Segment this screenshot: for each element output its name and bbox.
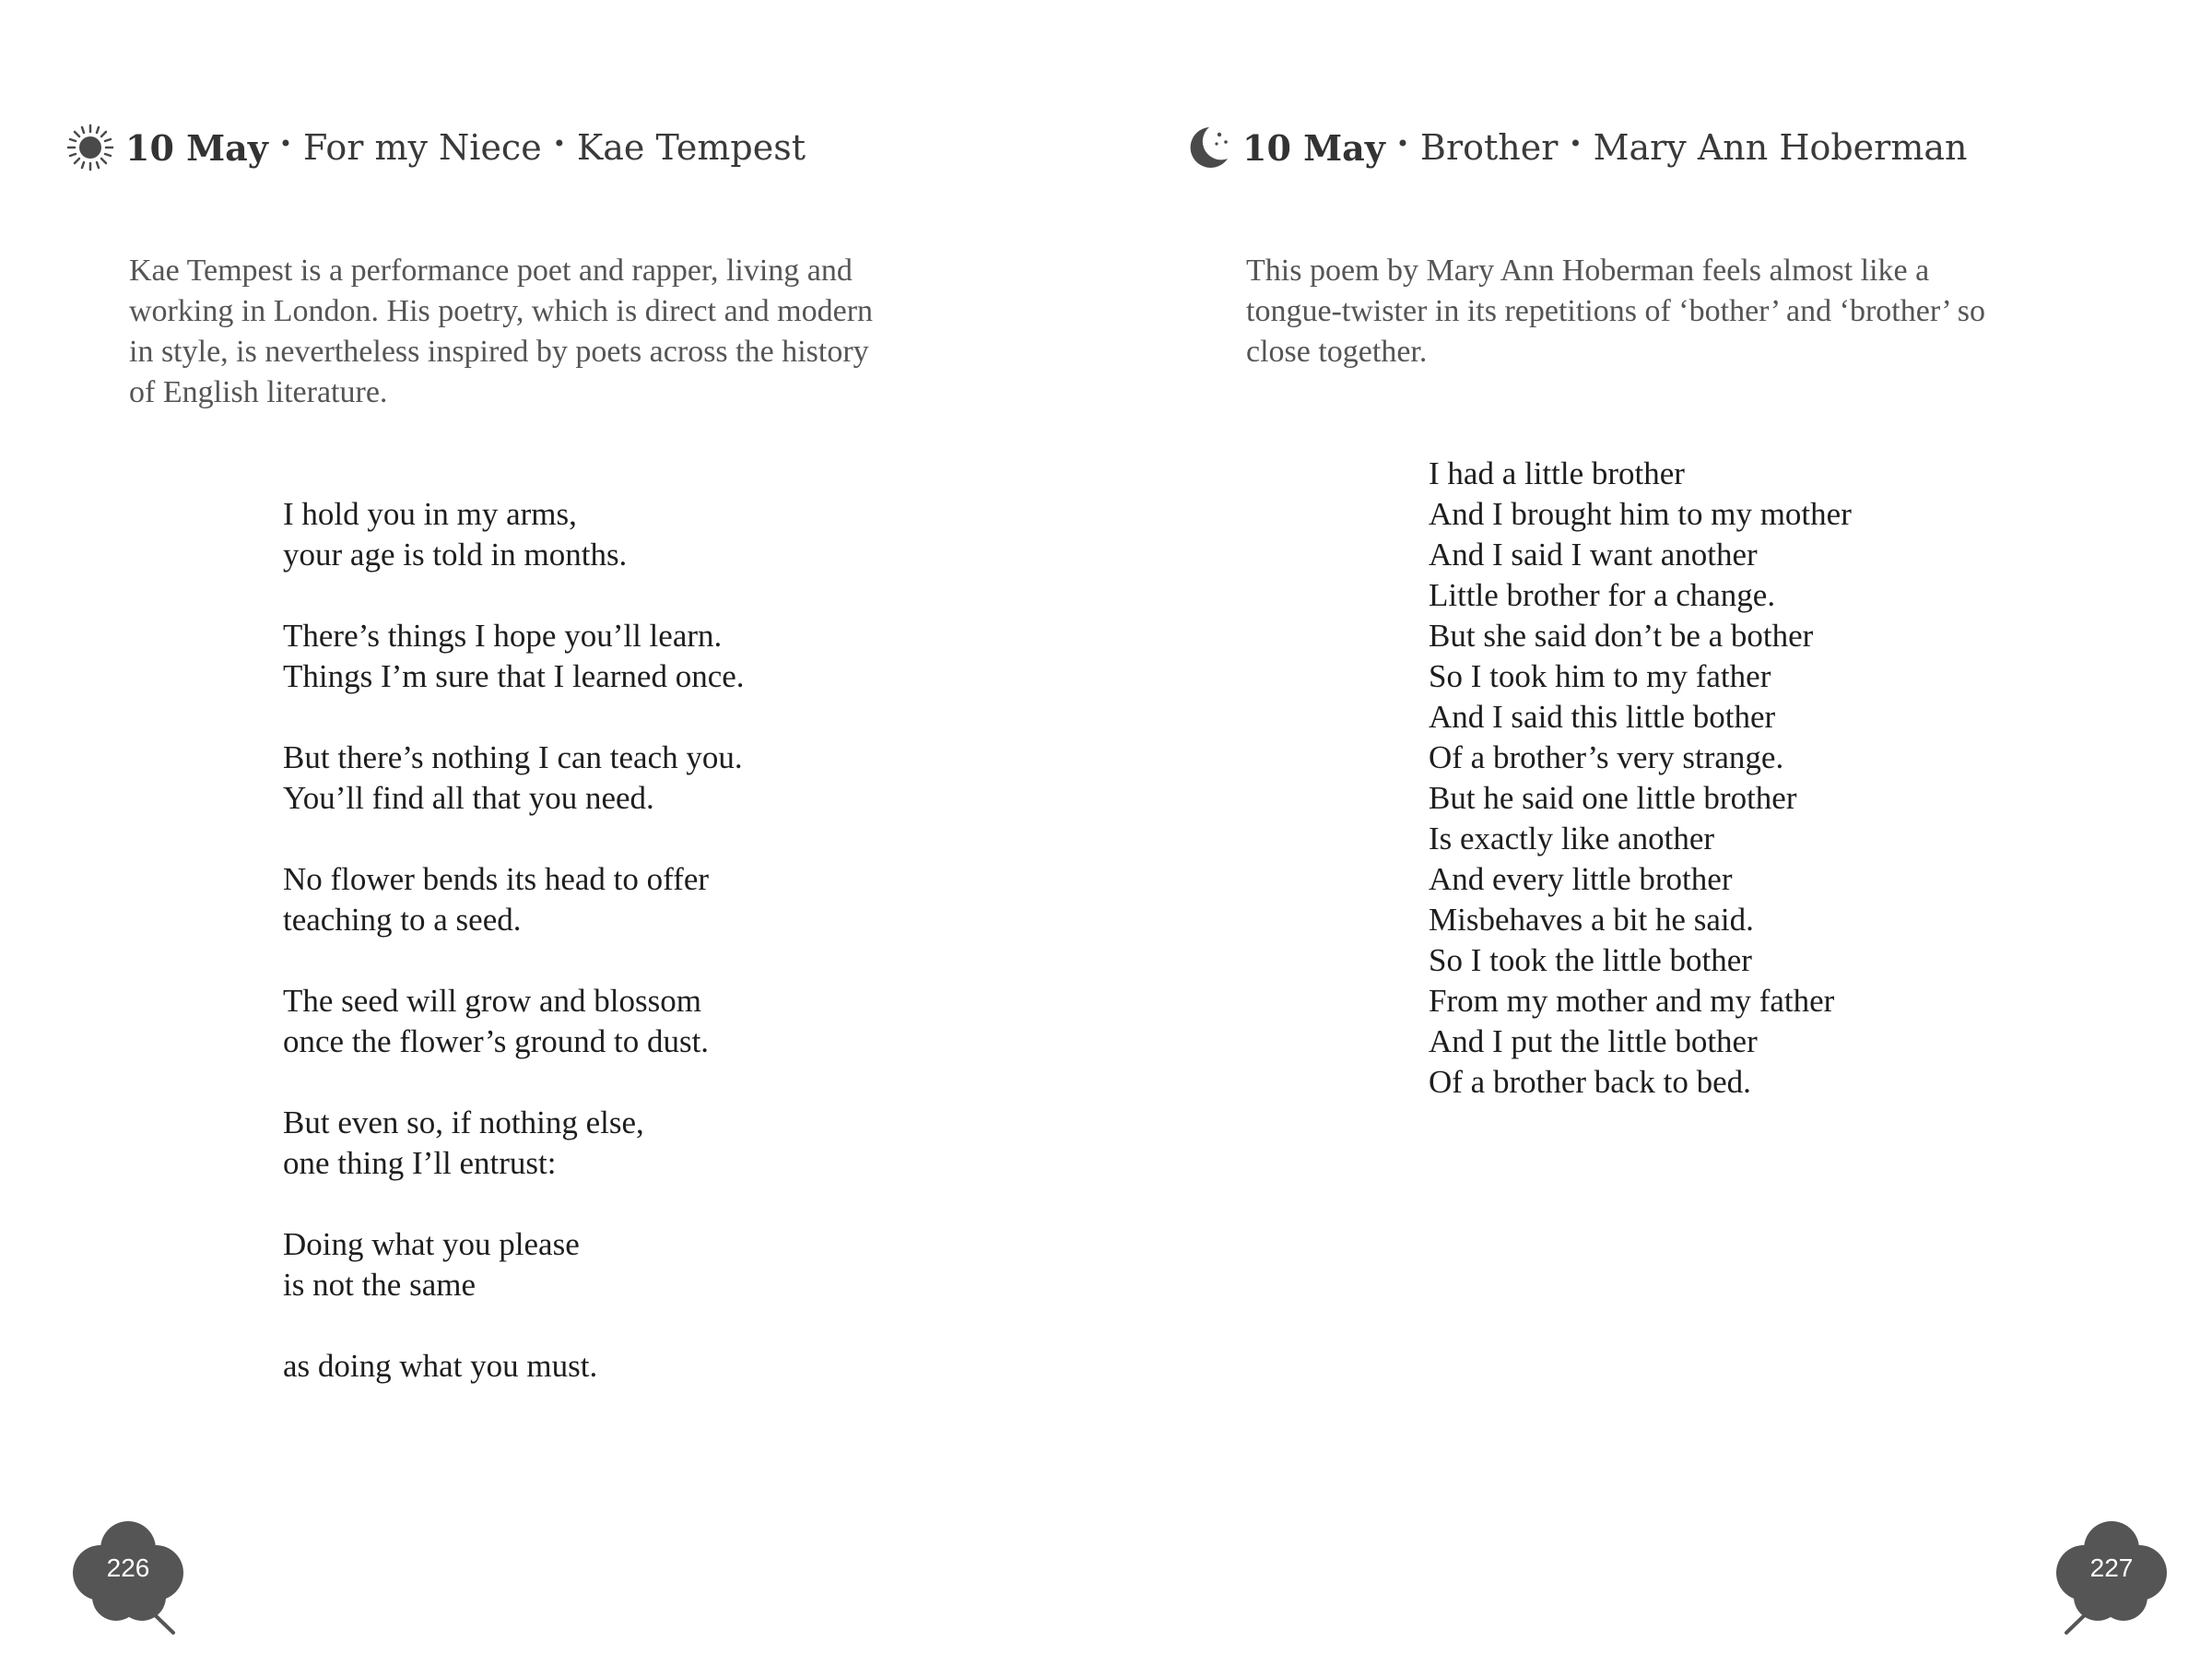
poem-title: For my Niece [303,127,542,168]
poem-line: teaching to a seed. [283,902,522,938]
intro-line: of English literature. [129,375,388,409]
poem-line: And I said I want another [1429,537,1758,573]
left-heading [65,122,806,173]
poem-line: And I said this little bother [1429,699,1776,735]
left-intro [129,251,986,413]
stanza [283,616,745,697]
poem-line: You’ll find all that you need. [283,780,654,816]
poem-line: Of a brother’s very strange. [1429,739,1784,775]
poem-line: So I took him to my father [1429,658,1771,694]
poem-line: But she said don’t be a bother [1429,618,1814,654]
right-intro [1246,251,2103,372]
poem-line: your age is told in months. [283,537,628,573]
poem-line: Things I’m sure that I learned once. [283,658,745,694]
intro-line: Kae Tempest is a performance poet and rapper, living and [129,254,853,288]
poem-line: I had a little brother [1429,455,1685,491]
poem-line: The seed will grow and blossom [283,983,701,1019]
heading-separator: • [278,131,293,157]
poem-line: So I took the little bother [1429,942,1752,978]
poem-line: Doing what you please [283,1226,580,1262]
poem-line: And I brought him to my mother [1429,496,1852,532]
intro-line: close together. [1246,335,1428,369]
poem-line: And every little brother [1429,861,1733,897]
stanza [283,494,745,575]
right-poem [1429,454,1852,1143]
poem-title: Brother [1420,127,1559,168]
poem-line: is not the same [283,1267,476,1303]
poem-line: But there’s nothing I can teach you. [283,739,743,775]
stanza [283,738,745,819]
intro-line: in style, is nevertheless inspired by poets across the history [129,335,869,369]
stanza [283,1224,745,1305]
poem-line: Little brother for a change. [1429,577,1776,613]
poem-author: Kae Tempest [576,127,806,168]
intro-line: This poem by Mary Ann Hoberman feels almost like a [1246,254,1930,288]
stanza [1429,454,1852,1103]
heading-date: 10 May [1242,126,1385,169]
right-page [1106,0,2212,1677]
heading-separator: • [552,131,566,157]
stanza [283,981,745,1062]
poem-line: Of a brother back to bed. [1429,1064,1751,1100]
poem-line: as doing what you must. [283,1348,598,1384]
poem-line: There’s things I hope you’ll learn. [283,618,723,654]
poem-line: But he said one little brother [1429,780,1797,816]
sun-icon [65,122,116,173]
poem-line: From my mother and my father [1429,983,1835,1019]
right-heading [1182,122,1967,173]
page-number: 226 [106,1553,150,1582]
intro-line: tongue-twister in its repetitions of ‘bother’ and ‘brother’ so [1246,294,1985,328]
poem-author: Mary Ann Hoberman [1593,127,1968,168]
poem-line: one thing I’ll entrust: [283,1145,557,1181]
stanza [283,1346,745,1387]
heading-separator: • [1395,131,1410,157]
left-poem [283,494,745,1427]
poem-line: But even so, if nothing else, [283,1104,644,1140]
stanza [283,859,745,940]
intro-line: working in London. His poetry, which is direct and modern [129,294,874,328]
poem-line: Is exactly like another [1429,821,1715,856]
stanza [283,1103,745,1184]
poem-line: No flower bends its head to offer [283,861,710,897]
moon-icon [1182,122,1233,173]
poem-line: And I put the little bother [1429,1023,1758,1059]
poem-line: Misbehaves a bit he said. [1429,902,1754,938]
poem-line: once the flower’s ground to dust. [283,1023,710,1059]
poem-line: I hold you in my arms, [283,496,577,532]
page-number-badge [2031,1518,2170,1637]
heading-date: 10 May [125,126,268,169]
page-number-badge [70,1518,208,1637]
page-number: 227 [2089,1553,2134,1582]
heading-separator: • [1569,131,1583,157]
